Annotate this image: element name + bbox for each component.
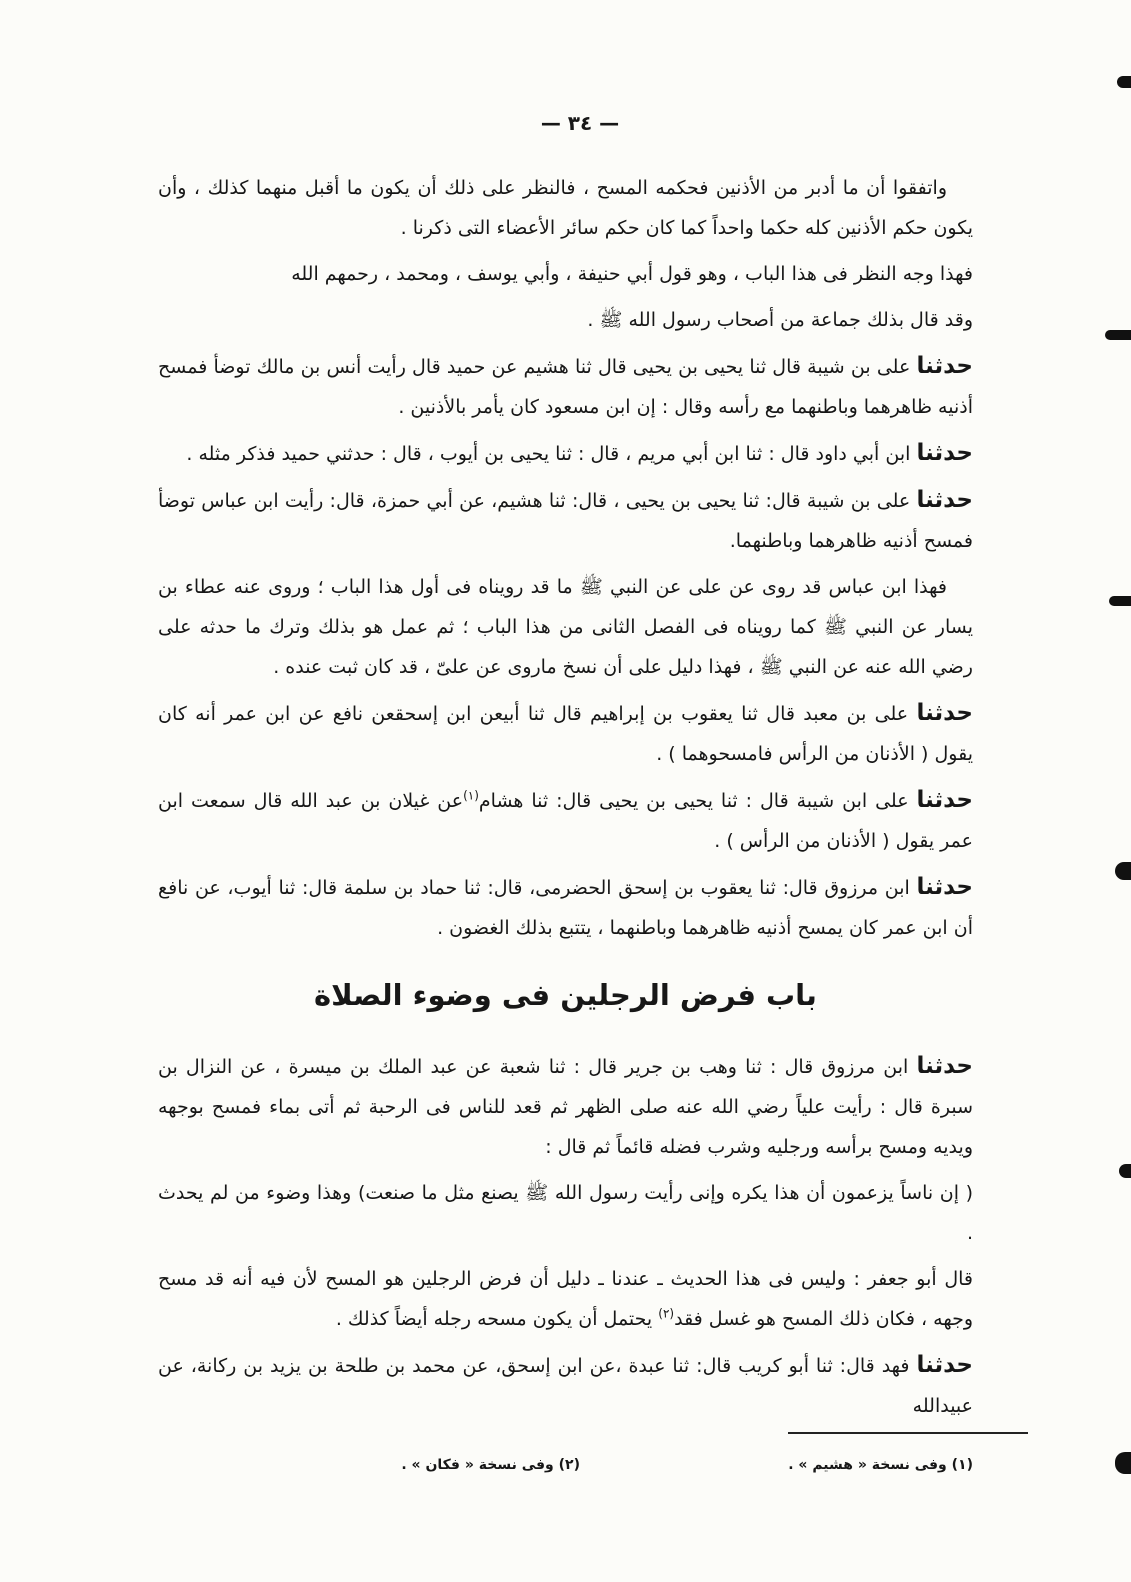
paragraph-text: قال أبو جعفر : وليس فى هذا الحديث ـ عندنا ـ دليل أن فرض الرجلين هو المسح لأن فيه أنه قد مسح وجهه ، فكان ذلك المسح هو غسل فقد [158, 1268, 973, 1330]
hadith-lead: حدثنا [916, 874, 973, 900]
hadith-text: على بن شيبة قال: ثنا يحيى بن يحيى ، قال: ثنا هشيم، عن أبي حمزة، قال: رأيت ابن عباس توضأ فمسح أذنيه ظاهرهما وباطنهما. [158, 490, 973, 552]
hadith-lead: حدثنا [916, 1352, 973, 1378]
paragraph-text: ( إن ناساً يزعمون أن هذا يكره وإنى رأيت رسول الله ﷺ يصنع مثل ما صنعت) وهذا وضوء من لم يحدث . [158, 1182, 973, 1244]
hadith-paragraph [158, 693, 973, 774]
footnotes [158, 1432, 973, 1480]
hadith-text: على بن شيبة قال ثنا يحيى بن يحيى قال ثنا هشيم عن حميد قال رأيت أنس بن مالك توضأ فمسح أذنيه ظاهرهما وباطنهما مع رأسه وقال : إن ابن مسعود كان يأمر بالأذنين . [158, 356, 973, 418]
footnote-text: وفى نسخة « هشيم » . [788, 1457, 947, 1473]
hadith-paragraph [158, 433, 973, 474]
paragraph-text: واتفقوا أن ما أدبر من الأذنين فحكمه المسح ، فالنظر على ذلك أن يكون ما أقبل منهما كذلك ، وأن يكون حكم الأذنين كله حكما واحداً كما كان حكم سائر الأعضاء التى ذكرنا . [158, 177, 973, 239]
main-text [158, 168, 973, 1432]
paragraph [158, 1173, 973, 1253]
paragraph [158, 254, 973, 294]
paragraph-text: فهذا ابن عباس قد روى عن على عن النبي ﷺ ما قد رويناه فى أول هذا الباب ؛ وروى عنه عطاء بن يسار عن النبي ﷺ كما رويناه فى الفصل الثانى من هذا الباب ؛ ثم عمل هو بذلك وترك ما حدثه على رضي الله عنه عن النبي ﷺ ، فهذا دليل على أن نسخ ماروى عن علىّ ، قد كان ثبت عنده . [158, 576, 973, 678]
paragraph-text: وقد قال بذلك جماعة من أصحاب رسول الله ﷺ . [587, 309, 973, 331]
scan-mark [1115, 1452, 1131, 1474]
footnote-marker: (١) [951, 1457, 973, 1473]
hadith-paragraph [158, 346, 973, 427]
hadith-text: ابن مرزوق قال : ثنا وهب بن جرير قال : ثنا شعبة عن عبد الملك بن ميسرة ، عن النزال بن سبرة قال : رأيت علياً رضي الله عنه صلى الظهر ثم قعد للناس فى الرحبة ثم أتى بماء فمسح بوجهه ويديه ومسح برأسه ورجليه وشرب فضله قائماً ثم قال : [158, 1056, 973, 1158]
hadith-paragraph [158, 1046, 973, 1167]
hadith-text: ابن مرزوق قال: ثنا يعقوب بن إسحق الحضرمى، قال: ثنا حماد بن سلمة قال: ثنا أيوب، عن نافع أن ابن عمر كان يمسح أذنيه ظاهرهما وباطنهما ، يتتبع بذلك الغضون . [158, 877, 973, 939]
footnote-1 [580, 1450, 973, 1480]
hadith-lead: حدثنا [916, 1053, 974, 1079]
hadith-paragraph [158, 867, 973, 948]
hadith-text: على بن معبد قال ثنا يعقوب بن إبراهيم قال ثنا أبيعن ابن إسحقعن نافع عن ابن عمر أنه كان يقول ( الأذنان من الرأس فامسحوهما ) . [158, 703, 973, 765]
hadith-lead: حدثنا [916, 700, 973, 726]
hadith-lead: حدثنا [916, 487, 973, 513]
hadith-lead: حدثنا [916, 440, 973, 466]
page-number: — ٣٤ — [540, 111, 620, 135]
scan-mark [1109, 596, 1131, 606]
footnote-text: وفى نسخة « فكان » . [401, 1457, 554, 1473]
scan-mark [1117, 76, 1131, 88]
paragraph [158, 567, 973, 687]
hadith-lead: حدثنا [916, 353, 973, 379]
paragraph-text: فهذا وجه النظر فى هذا الباب ، وهو قول أبي حنيفة ، وأبي يوسف ، ومحمد ، رحمهم الله [291, 263, 973, 285]
hadith-text-continued: عن غيلان بن عبد الله قال سمعت ابن عمر يقول ( الأذنان من الرأس ) . [158, 790, 973, 852]
footnote-marker: (٢) [558, 1457, 580, 1473]
hadith-text: على ابن شيبة قال : ثنا يحيى بن يحيى قال: ثنا هشام [478, 790, 909, 812]
paragraph [158, 1259, 973, 1339]
hadith-text: ابن أبي داود قال : ثنا ابن أبي مريم ، قال : ثنا يحيى بن أيوب ، قال : حدثني حميد فذكر مثله . [186, 443, 911, 465]
scan-mark [1105, 330, 1131, 340]
hadith-text: فهد قال: ثنا أبو كريب قال: ثنا عبدة ،عن ابن إسحق، عن محمد بن طلحة بن يزيد بن ركانة، عن عبيدالله [158, 1355, 973, 1417]
scan-mark [1119, 1164, 1131, 1178]
hadith-lead: حدثنا [916, 787, 974, 813]
footnote-2 [401, 1450, 580, 1480]
footnote-separator [788, 1432, 1028, 1434]
scan-mark [1115, 862, 1131, 880]
hadith-paragraph [158, 780, 973, 861]
footnote-ref: (١) [463, 788, 479, 803]
footnote-row [158, 1450, 973, 1480]
hadith-paragraph [158, 1345, 973, 1426]
paragraph [158, 300, 973, 340]
text-column [158, 168, 974, 1473]
paragraph-text-continued: يحتمل أن يكون مسحه رجله أيضاً كذلك . [335, 1308, 659, 1330]
section-heading: باب فرض الرجلين فى وضوء الصلاة [314, 978, 817, 1012]
paragraph [158, 168, 973, 248]
hadith-paragraph [158, 480, 973, 561]
footnote-ref: (٢) [658, 1306, 675, 1321]
